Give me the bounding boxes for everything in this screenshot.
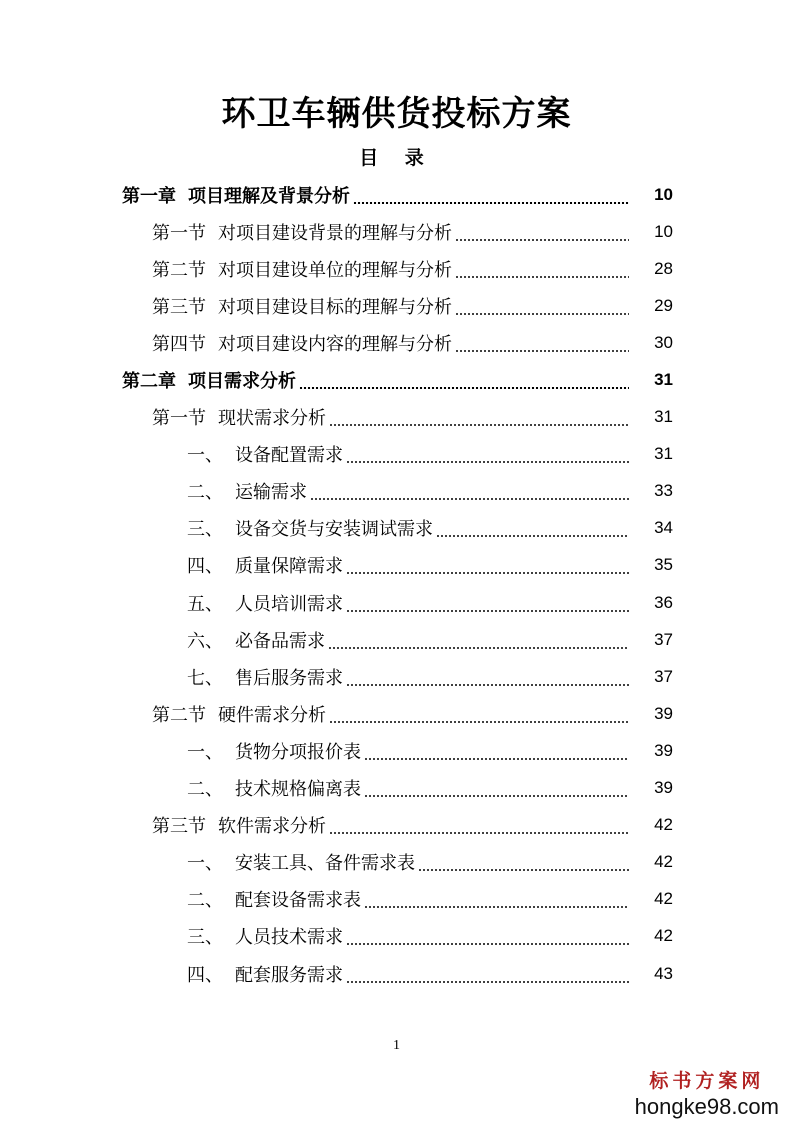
dot-leader [455,313,629,315]
toc-entry-page: 39 [654,703,673,723]
toc-entry-page: 33 [654,481,673,501]
dot-leader [346,461,629,463]
toc-entry-number: 二、 [187,779,223,801]
toc-entry-number: 四、 [187,556,223,578]
toc-entry-text: 配套设备需求表 [235,890,361,912]
toc-entry-page: 36 [654,592,673,612]
toc-entry-title [187,441,343,467]
toc-entry[interactable] [0,658,793,695]
toc-entry-number: 第四节 [152,333,206,355]
toc-entry-number: 第一节 [152,408,206,430]
toc-entry-page: 43 [654,963,673,983]
toc-entry[interactable] [0,695,793,732]
dot-leader [455,239,629,241]
dot-leader [329,424,629,426]
toc-entry-page: 31 [654,407,673,427]
toc-entry-title [187,849,415,875]
toc-entry-page: 42 [654,889,673,909]
toc-entry-number: 第二章 [122,371,176,393]
toc-entry-text: 现状需求分析 [218,408,326,430]
toc-entry-text: 安装工具、备件需求表 [235,853,415,875]
watermark-en: hongke98.com [634,1094,779,1119]
dot-leader [353,202,629,204]
toc-entry-number: 第一章 [122,185,176,207]
page-number: 1 [393,1038,400,1053]
toc-entry-title [187,775,361,801]
toc-entry-title [122,182,350,208]
toc-entry[interactable] [0,770,793,807]
toc-entry-number: 二、 [187,890,223,912]
watermark-cn: 标书方案网 [649,1070,765,1092]
dot-leader [346,572,629,574]
dot-leader [455,350,629,352]
toc-entry-page: 37 [654,629,673,649]
dot-leader [364,758,629,760]
toc-entry-text: 硬件需求分析 [218,704,326,726]
toc-entry-text: 人员培训需求 [235,593,343,615]
toc-entry-text: 售后服务需求 [235,667,343,689]
toc-entry-title [187,515,433,541]
toc-entry-title [122,367,296,393]
toc-entry[interactable] [0,361,793,398]
toc-entry[interactable] [0,213,793,250]
toc-entry-text: 质量保障需求 [235,556,343,578]
toc-entry-page: 42 [654,926,673,946]
toc-entry-text: 项目需求分析 [188,371,296,393]
toc-heading: 目 录 [359,147,434,169]
toc-entry-title [152,256,452,282]
toc-entry-text: 货物分项报价表 [235,741,361,763]
toc-entry-number: 第三节 [152,816,206,838]
toc-entry-text: 设备配置需求 [235,445,343,467]
toc-entry-title [152,701,326,727]
toc-entry[interactable] [0,584,793,621]
toc-entry-text: 运输需求 [235,482,307,504]
toc-entry-page: 28 [654,258,673,278]
toc-entry[interactable] [0,621,793,658]
toc-entry-page: 42 [654,815,673,835]
toc-entry-page: 10 [654,221,673,241]
toc-entry-text: 人员技术需求 [235,927,343,949]
toc-entry-number: 一、 [187,445,223,467]
toc-entry[interactable] [0,176,793,213]
toc-entry-title [187,627,325,653]
toc-entry-title [187,886,361,912]
document-title: 环卫车辆供货投标方案 [221,94,572,134]
toc-entry-number: 五、 [187,593,223,615]
toc-entry[interactable] [0,732,793,769]
toc-entry-page: 39 [654,740,673,760]
toc-entry[interactable] [0,250,793,287]
toc-entry-number: 第二节 [152,259,206,281]
toc-entry-text: 对项目建设背景的理解与分析 [218,222,452,244]
toc-entry-number: 七、 [187,667,223,689]
toc-entry-title [187,961,343,987]
dot-leader [346,981,629,983]
dot-leader [436,535,629,537]
toc-entry-text: 对项目建设单位的理解与分析 [218,259,452,281]
toc-entry[interactable] [0,807,793,844]
toc-entry-number: 第一节 [152,222,206,244]
dot-leader [299,387,629,389]
toc-entry-number: 二、 [187,482,223,504]
toc-entry-number: 一、 [187,741,223,763]
toc-entry-title [187,478,307,504]
toc-entry-page: 31 [654,444,673,464]
toc-entry-text: 技术规格偏离表 [235,779,361,801]
toc-entry-page: 31 [654,370,673,390]
toc-entry-text: 项目理解及背景分析 [188,185,350,207]
toc-entry-title [152,812,326,838]
table-of-contents [0,176,793,992]
watermark [635,1066,779,1120]
toc-entry-text: 设备交货与安装调试需求 [235,519,433,541]
toc-entry[interactable] [0,324,793,361]
toc-entry[interactable] [0,473,793,510]
dot-leader [364,906,629,908]
toc-entry-page: 37 [654,666,673,686]
toc-entry-number: 四、 [187,964,223,986]
toc-entry-title [187,664,343,690]
dot-leader [310,498,629,500]
toc-entry[interactable] [0,547,793,584]
dot-leader [346,943,629,945]
toc-entry-text: 必备品需求 [235,630,325,652]
toc-entry[interactable] [0,881,793,918]
toc-entry-title [152,219,452,245]
toc-entry-title [152,293,452,319]
toc-entry-page: 35 [654,555,673,575]
toc-entry-text: 对项目建设内容的理解与分析 [218,333,452,355]
toc-entry[interactable] [0,918,793,955]
toc-entry-title [187,552,343,578]
toc-entry-text: 对项目建设目标的理解与分析 [218,296,452,318]
dot-leader [364,795,629,797]
toc-entry-title [152,330,452,356]
toc-entry-page: 30 [654,332,673,352]
toc-entry[interactable] [0,955,793,992]
dot-leader [346,684,629,686]
toc-entry-title [152,404,326,430]
toc-entry-title [187,738,361,764]
toc-entry-text: 配套服务需求 [235,964,343,986]
dot-leader [328,647,629,649]
dot-leader [329,832,629,834]
toc-entry-number: 一、 [187,853,223,875]
toc-entry-title [187,923,343,949]
toc-entry[interactable] [0,510,793,547]
toc-entry-page: 39 [654,778,673,798]
toc-entry-page: 42 [654,852,673,872]
toc-entry-page: 10 [654,184,673,204]
dot-leader [418,869,629,871]
toc-entry-number: 三、 [187,927,223,949]
toc-entry-page: 29 [654,295,673,315]
toc-entry-text: 软件需求分析 [218,816,326,838]
toc-entry[interactable] [0,844,793,881]
toc-entry[interactable] [0,436,793,473]
toc-entry-number: 六、 [187,630,223,652]
toc-entry-number: 三、 [187,519,223,541]
toc-entry-title [187,590,343,616]
dot-leader [346,610,629,612]
toc-entry[interactable] [0,399,793,436]
dot-leader [455,276,629,278]
toc-entry-page: 34 [654,518,673,538]
toc-entry-number: 第二节 [152,704,206,726]
toc-entry-number: 第三节 [152,296,206,318]
dot-leader [329,721,629,723]
toc-entry[interactable] [0,287,793,324]
